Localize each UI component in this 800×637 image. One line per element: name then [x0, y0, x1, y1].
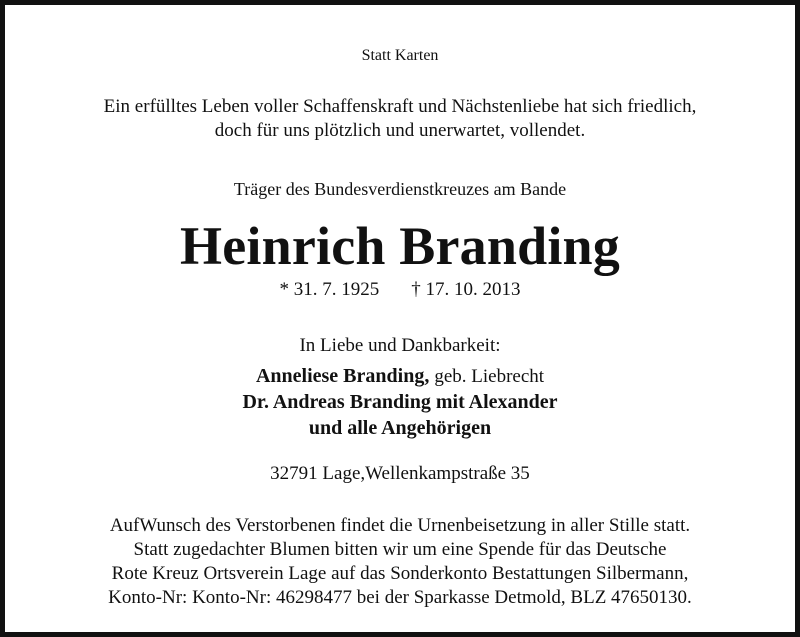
closing-line: Rote Kreuz Ortsverein Lage auf das Sonderkonto Bestattungen Silbermann,: [111, 563, 689, 584]
tribute-line: Ein erfülltes Leben voller Schaffenskraft und Nächstenliebe hat sich friedlich,: [103, 96, 697, 117]
death-date: † 17. 10. 2013: [411, 279, 521, 300]
mourner-wife: [5, 363, 795, 390]
mourner-son: Dr. Andreas Branding mit Alexander: [242, 391, 558, 413]
life-dates: [5, 279, 795, 301]
closing-line: AufWunsch des Verstorbenen findet die Urnenbeisetzung in aller Stille statt.: [109, 515, 691, 536]
deceased-name: Heinrich Branding: [180, 216, 620, 276]
intro-text: Statt Karten: [361, 47, 439, 64]
thanks-text: In Liebe und Dankbarkeit:: [299, 335, 501, 356]
birth-date: * 31. 7. 1925: [279, 279, 380, 300]
closing-line: Konto-Nr: Konto-Nr: 46298477 bei der Sparkasse Detmold, BLZ 47650130.: [108, 587, 692, 608]
honor-text: Träger des Bundesverdienstkreuzes am Bande: [233, 179, 567, 199]
tribute-line: doch für uns plötzlich und unerwartet, vollendet.: [214, 120, 586, 141]
closing-paragraph: [5, 514, 795, 610]
wife-maiden-name: geb. Liebrecht: [434, 366, 545, 387]
tribute-paragraph: [5, 95, 795, 143]
closing-line: Statt zugedachter Blumen bitten wir um eine Spende für das Deutsche: [133, 539, 667, 560]
address: 32791 Lage,Wellenkampstraße 35: [270, 463, 530, 484]
wife-name: Anneliese Branding,: [255, 365, 430, 387]
mourner-relatives: und alle Angehörigen: [308, 417, 492, 439]
